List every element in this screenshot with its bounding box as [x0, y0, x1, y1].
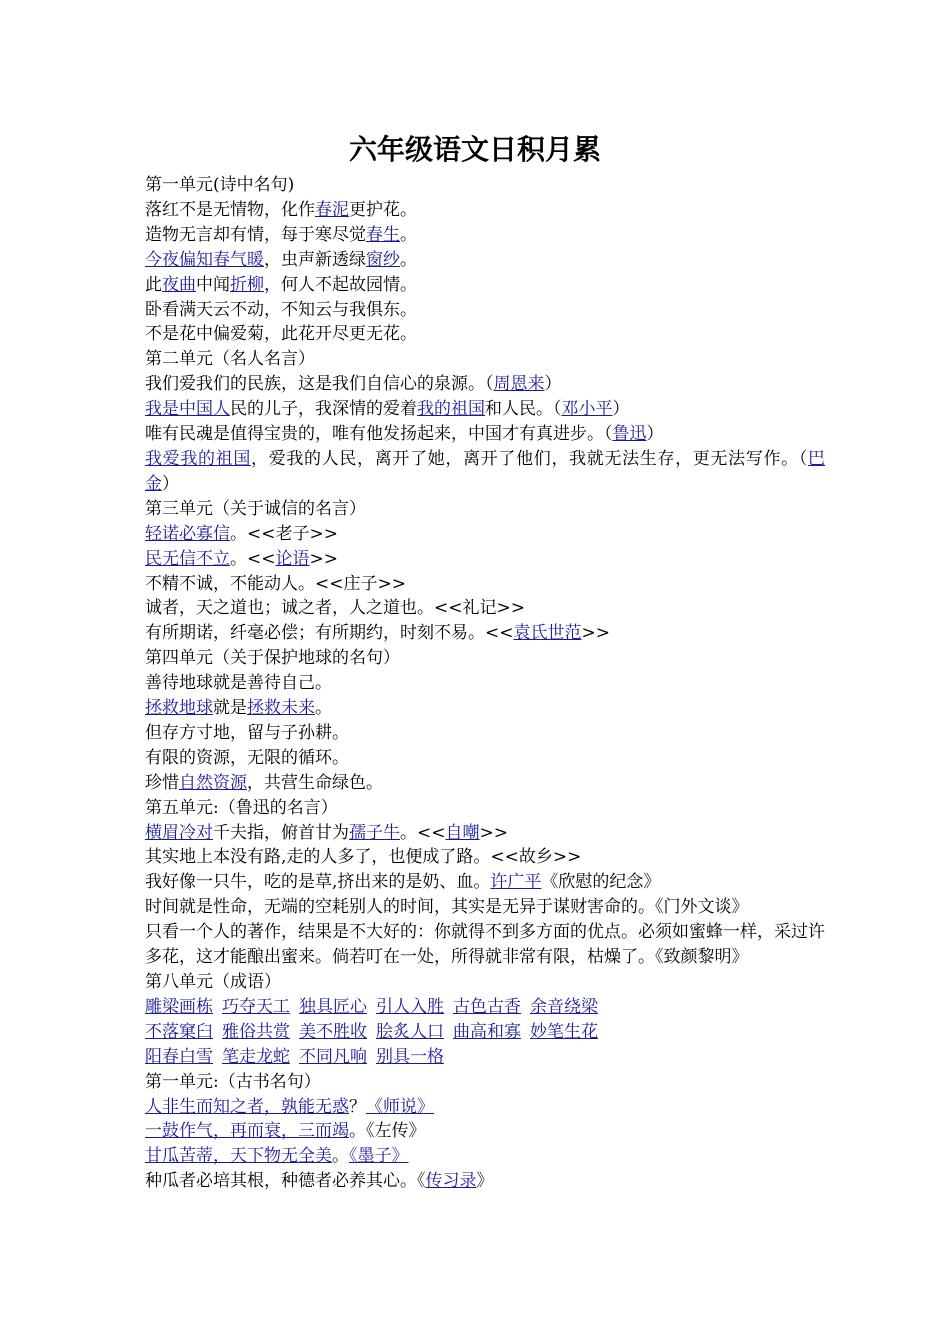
text-span: 不是花中偏爱菊，此花开尽更无花。 [145, 324, 417, 345]
hyperlink[interactable]: 周恩来 [493, 374, 545, 395]
hyperlink[interactable]: 论语 [275, 548, 310, 569]
text-span: 《欣慰的纪念》 [541, 872, 661, 893]
text-line [145, 671, 825, 696]
text-span: 我们爱我们的民族，这是我们自信心的泉源。（ [145, 374, 494, 395]
text-line [145, 447, 825, 497]
document-page [145, 130, 825, 1194]
hyperlink[interactable]: 甘瓜苦蒂，天下物无全美 [145, 1146, 332, 1167]
idiom-link[interactable]: 阳春白雪 [145, 1046, 213, 1067]
text-line [145, 273, 825, 298]
text-line [145, 771, 825, 796]
text-line [145, 522, 825, 547]
text-span: ） [612, 399, 630, 420]
text-span: ，爱我的人民，离开了她，离开了他们，我就无法生存，更无法写作。（ [251, 448, 809, 469]
text-line [145, 870, 825, 895]
text-span: ） [646, 424, 664, 445]
idiom-link[interactable]: 引人入胜 [376, 996, 444, 1017]
text-span: 。 [332, 1146, 349, 1167]
hyperlink[interactable]: 我爱我的祖国 [145, 448, 252, 469]
text-span: 。《左传》 [349, 1121, 426, 1142]
hyperlink[interactable]: 中国人 [179, 399, 230, 420]
text-span: ，虫声新透绿 [264, 249, 366, 270]
hyperlink[interactable]: 轻诺必寡信 [145, 523, 230, 544]
idiom-link[interactable]: 雕梁画栋 [145, 996, 213, 1017]
idiom-link[interactable]: 古色古香 [453, 996, 521, 1017]
text-span: 唯有民魂是值得宝贵的，唯有他发扬起来，中国才有真进步。（ [145, 424, 613, 445]
text-span: 中闻 [196, 274, 230, 295]
text-line [145, 298, 825, 323]
text-span: 。 [400, 224, 417, 245]
hyperlink[interactable]: 我的祖国 [417, 399, 485, 420]
hyperlink[interactable]: 自然资源 [179, 772, 247, 793]
text-line [145, 372, 825, 397]
text-span: 有所期诺，纤毫必偿；有所期约，时刻不易。<< [145, 623, 514, 644]
text-line [145, 1169, 825, 1194]
idiom-link[interactable]: 美不胜收 [299, 1021, 367, 1042]
text-line [145, 1070, 825, 1095]
text-line [145, 248, 825, 273]
hyperlink[interactable]: 传习录 [425, 1171, 477, 1192]
hyperlink[interactable]: 春泥 [315, 199, 349, 220]
document-body [145, 173, 825, 995]
idiom-list [145, 995, 825, 1070]
text-span: ，共营生命绿色。 [247, 772, 383, 793]
text-line [145, 422, 825, 447]
idiom-link[interactable]: 曲高和寡 [453, 1021, 521, 1042]
hyperlink[interactable]: 自嘲 [445, 822, 480, 843]
text-line [145, 1095, 825, 1120]
text-span: 落红不是无情物，化作 [145, 199, 315, 220]
text-line [145, 596, 825, 621]
text-span: 但存方寸地，留与子孙耕。 [145, 722, 349, 743]
idiom-link[interactable]: 余音绕梁 [530, 996, 598, 1017]
text-line [145, 920, 825, 970]
text-line [145, 497, 825, 522]
hyperlink[interactable]: 人非生而知之者，孰能无惑 [145, 1096, 349, 1117]
idiom-row [145, 995, 825, 1020]
text-span: 。 [400, 249, 417, 270]
text-span: 第五单元:（鲁迅的名言） [145, 797, 338, 818]
text-span: 第一单元:（古书名句） [145, 1071, 321, 1092]
text-span: 千夫指，俯首甘为 [213, 822, 349, 843]
text-span: 第八单元（成语） [145, 972, 281, 992]
hyperlink[interactable]: 一鼓作气，再而衰，三而竭 [145, 1121, 349, 1142]
text-span: >> [479, 822, 508, 843]
text-span: 民的儿子，我深情的爱着 [230, 399, 417, 420]
text-span: 。 [315, 698, 332, 719]
text-span: 。<< [230, 548, 276, 569]
page-title: 六年级语文日积月累 [348, 133, 601, 166]
idiom-link[interactable]: 脍炙人口 [376, 1021, 444, 1042]
hyperlink[interactable]: 孺子牛 [349, 822, 400, 843]
text-line [145, 621, 825, 646]
hyperlink[interactable]: 民无信不立 [145, 548, 230, 569]
idiom-link[interactable]: 笔走龙蛇 [222, 1046, 290, 1067]
hyperlink[interactable]: 横眉冷对 [145, 822, 213, 843]
text-line [145, 696, 825, 721]
text-span: ） [162, 473, 179, 494]
hyperlink[interactable]: 巴金 [145, 448, 826, 494]
idiom-row [145, 1045, 825, 1070]
hyperlink[interactable]: 今夜偏知春气暖 [145, 249, 264, 270]
text-line [145, 397, 825, 422]
text-span: 第四单元（关于保护地球的名句） [145, 648, 400, 669]
idiom-link[interactable]: 不落窠臼 [145, 1021, 213, 1042]
text-line [145, 173, 825, 198]
text-line [145, 746, 825, 771]
text-span: 就是 [213, 698, 247, 719]
text-line [145, 347, 825, 372]
text-line [145, 223, 825, 248]
hyperlink[interactable]: 夜曲 [162, 274, 196, 295]
text-span: 珍惜 [145, 772, 179, 793]
text-span: 其实地上本没有路,走的人多了，也便成了路。<<故乡>> [145, 847, 582, 868]
text-span: 诚者，天之道也；诚之者，人之道也。<<礼记>> [145, 598, 525, 619]
text-span: >> [581, 623, 610, 644]
text-line [145, 646, 825, 671]
text-span: 造物无言却有情，每于寒尽觉 [145, 224, 366, 245]
text-span: >> [309, 548, 338, 569]
text-span: 第三单元（关于诚信的名言） [145, 498, 366, 519]
document-tail [145, 1070, 825, 1195]
text-line [145, 796, 825, 821]
text-span: 不精不诚，不能动人。<<庄子>> [145, 573, 406, 594]
text-span: ，何人不起故园情。 [264, 274, 417, 295]
hyperlink[interactable]: 袁氏世范 [513, 623, 582, 644]
text-span: 时间就是性命，无端的空耗别人的时间，其实是无异于谋财害命的。《门外文谈》 [145, 897, 749, 918]
idiom-link[interactable]: 巧夺天工 [222, 996, 290, 1017]
text-span: 我好像一只牛，吃的是草,挤出来的是奶、血。 [145, 872, 491, 893]
hyperlink[interactable]: 我是 [145, 399, 179, 420]
hyperlink[interactable]: 折柳 [230, 274, 264, 295]
hyperlink[interactable]: 邓小平 [561, 399, 613, 420]
idiom-link[interactable]: 妙笔生花 [530, 1021, 598, 1042]
text-line [145, 721, 825, 746]
text-span: 和人民。（ [485, 399, 562, 420]
hyperlink[interactable]: 许广平 [490, 872, 542, 893]
hyperlink[interactable]: 春生 [366, 224, 400, 245]
text-line [145, 572, 825, 597]
text-line [145, 1119, 825, 1144]
hyperlink[interactable]: 窗纱 [366, 249, 400, 270]
text-line [145, 547, 825, 572]
text-span: 第二单元（名人名言） [145, 349, 315, 370]
text-span: 》 [476, 1171, 494, 1192]
text-span: 卧看满天云不动，不知云与我俱东。 [145, 299, 417, 320]
text-span: 此 [145, 274, 162, 295]
text-line [145, 198, 825, 223]
text-span: 。<< [400, 822, 446, 843]
text-line [145, 1144, 825, 1169]
hyperlink[interactable]: 拯救地球 [145, 698, 213, 719]
text-span: 善待地球就是善待自己。 [145, 673, 332, 694]
hyperlink[interactable]: 鲁迅 [612, 424, 647, 445]
text-span: 更护花。 [349, 199, 417, 220]
text-line [145, 970, 825, 995]
text-span: ） [544, 374, 562, 395]
text-span: 。<<老子>> [230, 523, 338, 544]
text-span: 种瓜者必培其根，种德者必养其心。《 [145, 1171, 426, 1192]
hyperlink[interactable]: 拯救未来 [247, 698, 315, 719]
idiom-link[interactable]: 别具一格 [376, 1046, 444, 1067]
idiom-row [145, 1020, 825, 1045]
text-span: 只看一个人的著作，结果是不大好的：你就得不到多方面的优点。必须如蜜蜂一样，采过许多花，这才能酿出蜜来。倘若叮在一处，所得就非常有限，枯燥了。《致颜黎明》 [145, 922, 825, 968]
idiom-link[interactable]: 雅俗共赏 [222, 1021, 290, 1042]
text-span: 有限的资源，无限的循环。 [145, 747, 349, 768]
text-line [145, 821, 825, 846]
text-span: ？ [349, 1096, 366, 1117]
text-line [145, 322, 825, 347]
idiom-link[interactable]: 独具匠心 [299, 996, 367, 1017]
idiom-link[interactable]: 不同凡响 [299, 1046, 367, 1067]
text-line [145, 895, 825, 920]
text-span: 第一单元(诗中名句) [145, 175, 295, 195]
hyperlink[interactable]: 《墨子》 [349, 1146, 409, 1167]
hyperlink[interactable]: 《师说》 [366, 1096, 434, 1117]
text-line [145, 845, 825, 870]
